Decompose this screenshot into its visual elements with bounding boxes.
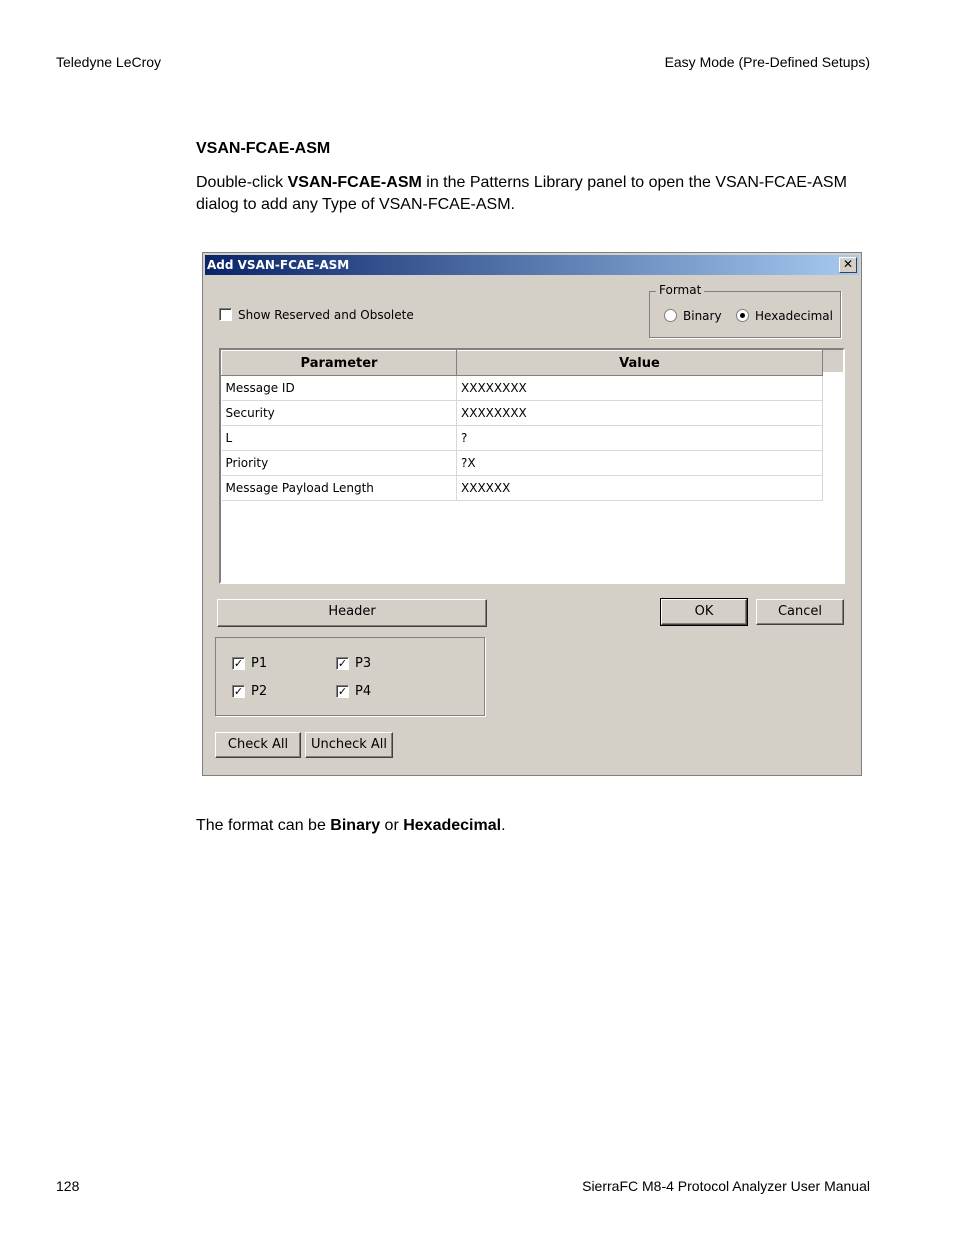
hexadecimal-label: Hexadecimal: [755, 308, 833, 323]
running-footer-right: SierraFC M8-4 Protocol Analyzer User Manual: [582, 1178, 870, 1194]
column-header-value[interactable]: Value: [457, 351, 823, 376]
parameter-cell: Message ID: [222, 376, 457, 401]
check-icon[interactable]: ✓: [337, 657, 348, 670]
intro-bold-term: VSAN-FCAE-ASM: [287, 174, 422, 191]
value-cell[interactable]: XXXXXXXX: [457, 376, 823, 401]
running-header-right: Easy Mode (Pre-Defined Setups): [664, 54, 870, 70]
column-header-parameter[interactable]: Parameter: [222, 351, 457, 376]
radio-hex-circle[interactable]: [736, 309, 749, 322]
port-label: P2: [251, 684, 268, 699]
value-cell[interactable]: XXXXXXXX: [457, 401, 823, 426]
port-p2-checkbox[interactable]: [232, 684, 267, 699]
port-label: P4: [355, 684, 372, 699]
parameter-cell: Priority: [222, 451, 457, 476]
check-icon[interactable]: ✓: [233, 685, 244, 698]
uncheck-all-button[interactable]: Uncheck All: [305, 732, 393, 758]
value-cell[interactable]: ?: [457, 426, 823, 451]
ok-button[interactable]: OK: [661, 599, 747, 625]
dialog-title-bar: [205, 255, 859, 275]
check-all-button[interactable]: Check All: [215, 732, 301, 758]
table-row[interactable]: [222, 451, 823, 476]
parameter-cell: Message Payload Length: [222, 476, 457, 501]
show-reserved-checkbox[interactable]: [219, 307, 414, 322]
value-cell[interactable]: XXXXXX: [457, 476, 823, 501]
port-p1-checkbox[interactable]: [232, 656, 267, 671]
value-cell[interactable]: ?X: [457, 451, 823, 476]
cancel-button[interactable]: Cancel: [756, 599, 844, 625]
parameter-grid[interactable]: [219, 348, 845, 584]
format-legend: Format: [656, 283, 704, 297]
hexadecimal-radio[interactable]: [736, 308, 833, 323]
intro-text-1: Double-click: [196, 174, 288, 191]
format-group: [649, 283, 841, 338]
page-number: 128: [56, 1178, 80, 1194]
parameter-cell: L: [222, 426, 457, 451]
add-vsan-fcae-asm-dialog: [202, 252, 862, 776]
radio-binary-circle[interactable]: [664, 309, 677, 322]
check-icon[interactable]: ✓: [233, 657, 244, 670]
outro-text-3: .: [501, 817, 506, 834]
running-header-left: Teledyne LeCroy: [56, 54, 162, 70]
header-button[interactable]: Header: [217, 599, 487, 627]
show-reserved-label: Show Reserved and Obsolete: [238, 307, 414, 322]
table-row[interactable]: [222, 476, 823, 501]
section-title: VSAN-FCAE-ASM: [196, 140, 331, 157]
port-label: P1: [251, 656, 268, 671]
checkbox-box[interactable]: [219, 308, 232, 321]
format-note-paragraph: [196, 817, 506, 835]
parameter-table: [221, 350, 823, 501]
intro-paragraph: [196, 172, 876, 216]
port-label: P3: [355, 656, 372, 671]
grid-header-corner: [822, 350, 843, 372]
binary-label: Binary: [683, 308, 722, 323]
table-row[interactable]: [222, 426, 823, 451]
outro-bold-hexadecimal: Hexadecimal: [403, 817, 502, 834]
outro-bold-binary: Binary: [330, 817, 381, 834]
close-icon: ✕: [842, 257, 854, 271]
parameter-cell: Security: [222, 401, 457, 426]
table-row[interactable]: [222, 401, 823, 426]
outro-text-1: The format can be: [196, 817, 331, 834]
check-icon[interactable]: ✓: [337, 685, 348, 698]
outro-text-2: or: [380, 817, 404, 834]
dialog-title: Add VSAN-FCAE-ASM: [207, 258, 350, 272]
binary-radio[interactable]: [664, 308, 722, 323]
table-row[interactable]: [222, 376, 823, 401]
port-p4-checkbox[interactable]: [336, 684, 371, 699]
close-button[interactable]: [839, 257, 857, 273]
ports-group: [215, 637, 485, 716]
intro-text-2: in the Patterns Library panel to open the VSAN-FCAE-ASM dialog to add any Type of VSAN-FCAE-ASM.: [196, 174, 847, 213]
port-p3-checkbox[interactable]: [336, 656, 371, 671]
